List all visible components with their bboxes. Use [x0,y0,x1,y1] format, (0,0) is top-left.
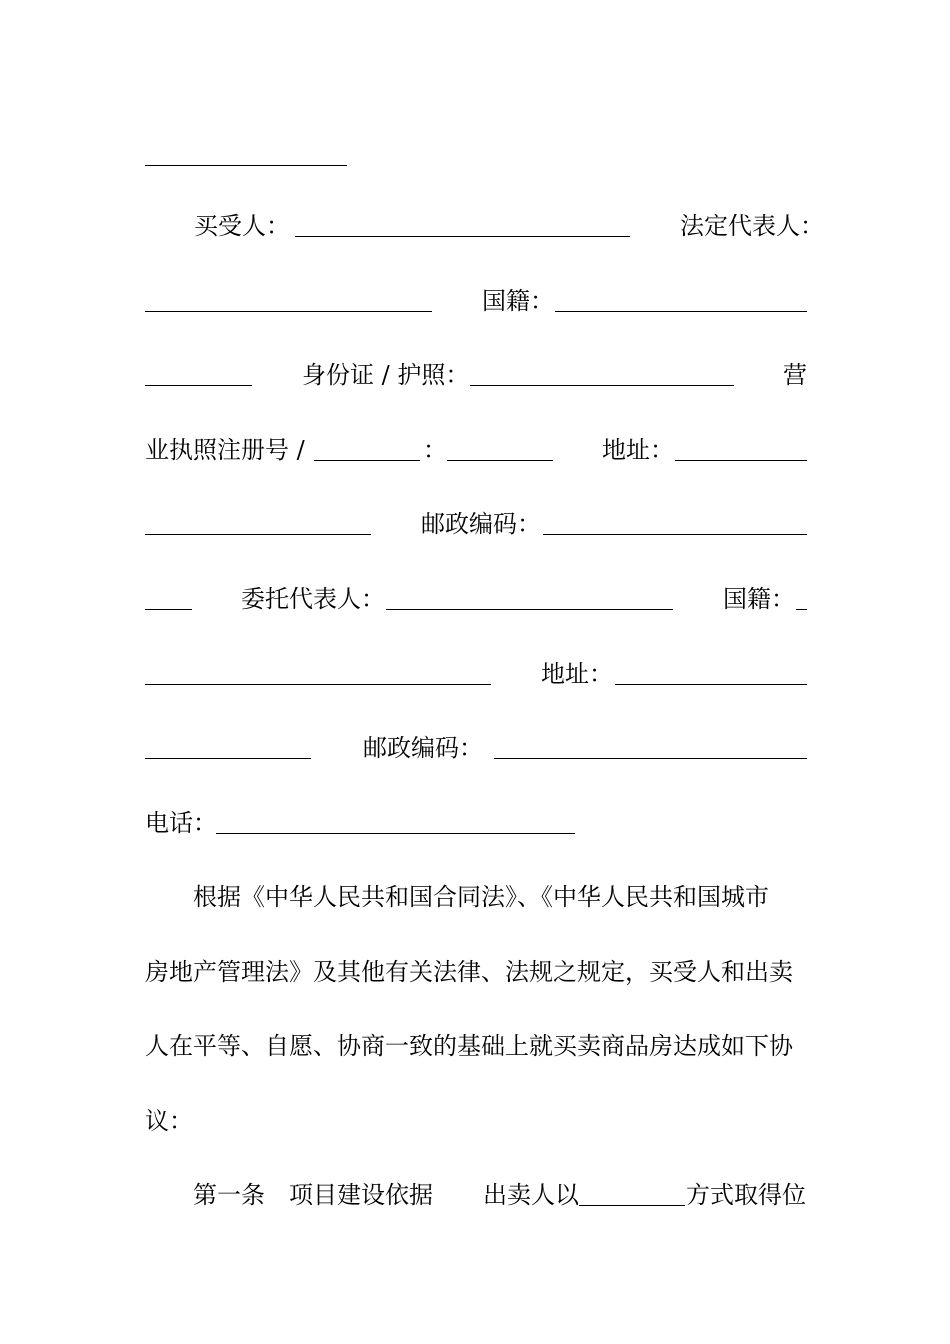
article-1-title: 第一条 项目建设依据 [193,1181,433,1209]
paragraph-line [145,877,807,917]
agent-label: 委托代表人： [241,585,385,613]
license-number-field[interactable] [447,421,553,461]
form-row-postcode-2 [145,728,807,768]
phone-field[interactable] [216,794,575,834]
form-row-phone [145,803,807,843]
business-license-label: 业执照注册号 / [145,436,305,464]
postcode-label: 邮政编码： [421,510,541,538]
license-type-field[interactable] [314,421,420,461]
phone-label: 电话： [145,809,217,837]
business-license-prefix: 营 [783,361,807,389]
article-1-line [145,1175,807,1215]
paragraph-text: 议： [145,1107,193,1135]
address-field-cont[interactable] [145,495,371,535]
paragraph-line [145,1101,807,1141]
nationality-field-2-cont[interactable] [145,645,491,685]
paragraph-text: 房地产管理法》及其他有关法律、法规之规定，买受人和出卖 [145,958,793,986]
address-field-2[interactable] [615,645,807,685]
form-row-license [145,430,807,470]
postcode-field-cont[interactable] [145,570,192,610]
nationality-label: 国籍： [482,287,554,315]
nationality-field-2[interactable] [796,570,807,610]
form-row-id [145,355,807,395]
form-row-top-blank [145,135,807,175]
article-1-text: 方式取得位 [686,1181,806,1209]
colon-separator: ： [423,436,447,464]
address-field[interactable] [675,421,807,461]
acquisition-method-field[interactable] [579,1166,685,1206]
legal-rep-label: 法定代表人： [680,212,824,240]
buyer-field[interactable] [295,197,630,237]
agent-field[interactable] [386,570,673,610]
postcode-field[interactable] [543,495,807,535]
buyer-label: 买受人： [194,212,290,240]
form-row-postcode [145,504,807,544]
form-row-nationality [145,281,807,321]
form-row-address-2 [145,654,807,694]
nationality-field[interactable] [555,272,807,312]
nationality-field-cont[interactable] [145,346,252,386]
id-passport-field[interactable] [470,346,734,386]
form-row-buyer [145,206,824,246]
paragraph-text: 根据《中华人民共和国合同法》、《中华人民共和国城市 [193,883,769,911]
paragraph-line [145,952,807,992]
address-field-2-cont[interactable] [145,719,311,759]
article-1-text: 出卖人以 [483,1181,579,1209]
id-passport-label: 身份证 / 护照： [302,361,470,389]
address-label-2: 地址： [541,660,613,688]
legal-rep-field[interactable] [145,272,432,312]
form-row-agent [145,579,807,619]
blank-field[interactable] [145,126,347,166]
paragraph-line [145,1026,807,1066]
postcode-field-2[interactable] [494,719,807,759]
postcode-label-2: 邮政编码： [363,734,483,762]
nationality-label-2: 国籍： [723,585,795,613]
address-label: 地址： [602,436,674,464]
paragraph-text: 人在平等、自愿、协商一致的基础上就买卖商品房达成如下协 [145,1032,793,1060]
